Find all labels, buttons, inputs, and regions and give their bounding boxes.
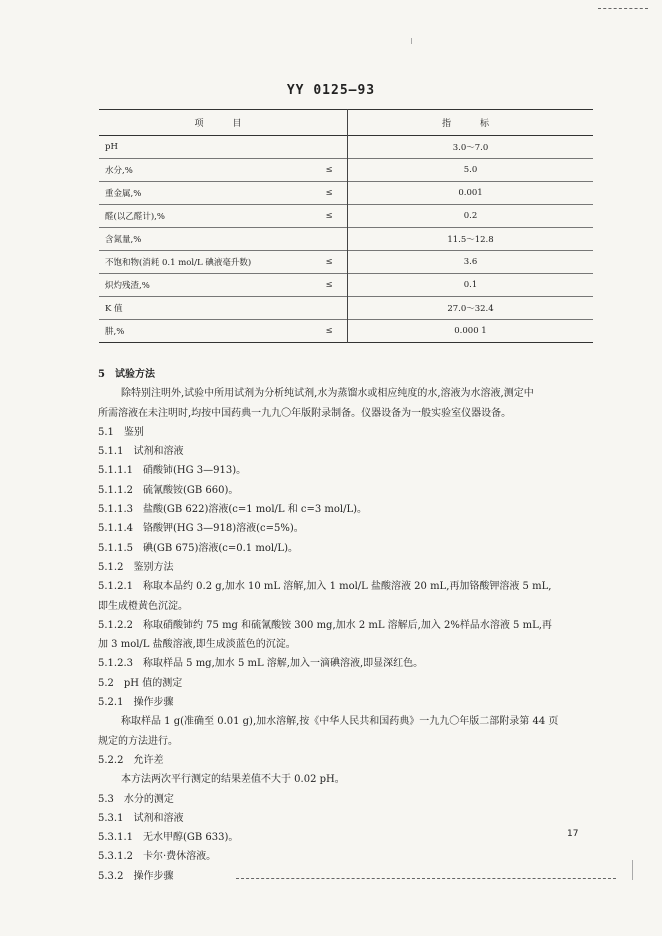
row-operator: ≤ [311,320,348,343]
row-item: 重金属,% [105,189,142,199]
table-row [99,251,593,274]
section-heading: 5 试验方法 [98,369,155,380]
row-item: 肼,% [105,327,125,337]
row-operator: ≤ [311,205,348,228]
row-operator [311,136,348,159]
clause-heading: 5.1.2 鉴别方法 [98,561,174,573]
row-operator: ≤ [311,182,348,205]
row-item: 水分,% [105,166,133,176]
row-item: pH [105,142,118,152]
clause-line: 5.1.1.3 盐酸(GB 622)溶液(c=1 mol/L 和 c=3 mol/L)。 [98,504,368,516]
row-value: 0.1 [463,280,478,290]
table-row [99,228,593,251]
paragraph-line: 加 3 mol/L 盐酸溶液,即生成淡蓝色的沉淀。 [98,639,296,651]
row-value: 3.6 [463,257,478,267]
scan-mark-vertical [632,860,633,880]
row-value: 27.0～32.4 [447,304,494,314]
row-value: 3.0～7.0 [452,143,489,153]
clause-line: 5.1.1.5 碘(GB 675)溶液(c=0.1 mol/L)。 [98,542,298,554]
table-row [99,182,593,205]
page-header: YY 0125—93 [286,83,376,98]
clause-heading: 5.3.1 试剂和溶液 [98,812,184,824]
clause-line: 5.1.2.3 称取样品 5 mg,加水 5 mL 溶解,加入一滴碘溶液,即显深红色。 [98,658,424,670]
row-operator: ≤ [311,251,348,274]
specification-table [99,109,593,343]
paragraph-line: 所需溶液在未注明时,均按中国药典一九九〇年版附录制备。仪器设备为一般实验室仪器设备。 [98,407,512,419]
clause-heading: 5.1.1 试剂和溶液 [98,446,184,458]
row-operator: ≤ [311,274,348,297]
row-value: 0.2 [463,211,478,221]
clause-line: 5.1.2.1 称取本品约 0.2 g,加水 10 mL 溶解,加入 1 mol/L 盐酸溶液 20 mL,再加铬酸钾溶液 5 mL, [98,581,552,593]
table-row [99,320,593,343]
clause-line: 5.1.1.4 铬酸钾(HG 3—918)溶液(c=5%)。 [98,523,304,535]
scan-mark-bottom [236,878,616,879]
row-value: 11.5～12.8 [447,235,494,245]
scan-mark-vertical [411,38,412,44]
table-row [99,274,593,297]
column-header-item: 项 目 [99,110,348,136]
clause-line: 5.1.1.2 硫氰酸铵(GB 660)。 [98,484,239,496]
paragraph-line: 称取样品 1 g(准确至 0.01 g),加水溶解,按《中华人民共和国药典》一九九〇年版二部附录第 44 页 [121,716,559,728]
clause-line: 5.1.1.1 硝酸铈(HG 3—913)。 [98,465,247,477]
clause-heading: 5.2 pH 值的测定 [98,677,183,689]
page-number: 17 [567,829,579,839]
paragraph-line: 本方法两次平行测定的结果差值不大于 0.02 pH。 [121,774,345,786]
paragraph-line: 规定的方法进行。 [98,735,178,747]
row-item: 醛(以乙醛计),% [105,212,165,222]
row-item: K 值 [105,304,123,314]
paragraph-line: 除特别注明外,试验中所用试剂为分析纯试剂,水为蒸馏水或相应纯度的水,溶液为水溶液,测定中 [121,388,534,400]
clause-line: 5.3.1.1 无水甲醇(GB 633)。 [98,832,239,844]
clause-heading: 5.2.2 允许差 [98,754,164,766]
row-value: 5.0 [463,165,478,175]
column-header-spec: 指 标 [441,119,499,129]
row-value: 0.001 [458,188,483,198]
scan-mark-top [598,8,648,9]
row-operator: ≤ [311,159,348,182]
clause-line: 5.1.2.2 称取硝酸铈约 75 mg 和硫氰酸铵 300 mg,加水 2 mL 溶解后,加入 2%样品水溶液 5 mL,再 [98,619,552,631]
row-operator [311,297,348,320]
row-item: 不饱和物(消耗 0.1 mol/L 碘液毫升数) [105,258,252,268]
row-operator [311,228,348,251]
table-row [99,297,593,320]
clause-heading: 5.3 水分的测定 [98,793,174,805]
table-row [99,136,593,159]
table-header-row [99,110,593,136]
clause-heading: 5.2.1 操作步骤 [98,697,174,709]
table-row [99,159,593,182]
document-body [98,365,598,886]
row-item: 含氮量,% [105,235,142,245]
row-item: 炽灼残渣,% [105,281,150,291]
paragraph-line: 即生成橙黄色沉淀。 [98,600,188,612]
table-row [99,205,593,228]
row-value: 0.000 1 [454,326,487,336]
clause-heading: 5.1 鉴别 [98,426,144,438]
clause-line: 5.3.1.2 卡尔·费休溶液。 [98,851,217,863]
clause-heading: 5.3.2 操作步骤 [98,870,174,882]
